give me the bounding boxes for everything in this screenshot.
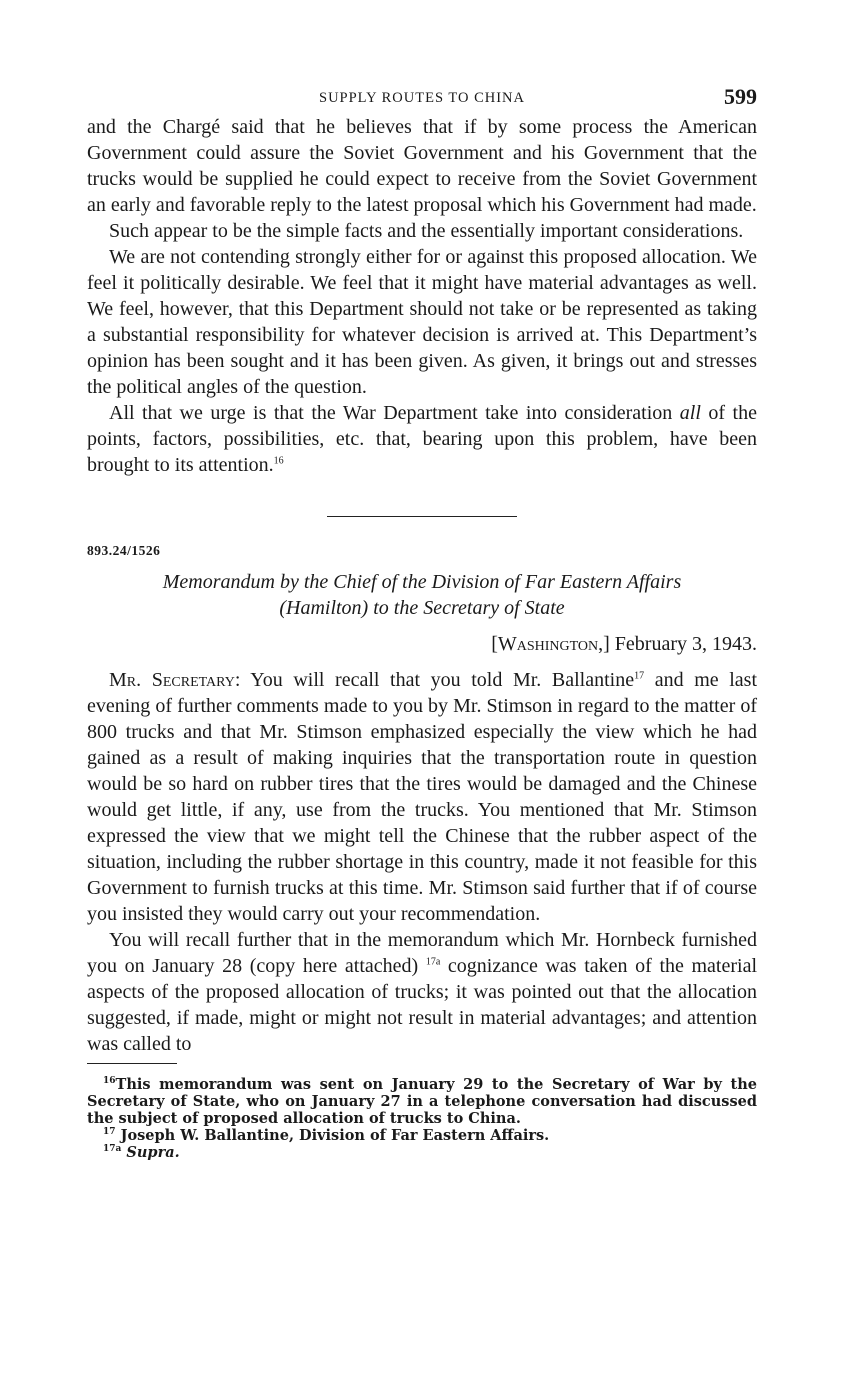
memorandum-title-line-2: (Hamilton) to the Secretary of State [279,597,565,619]
urge-text-end: of the points, factors, possibilities, etc. that, bearing upon this problem, have been brought to its attention. [87,402,757,476]
footnote-ref-17a: 17a [425,956,441,968]
footnote-divider [87,1063,177,1064]
footnote-17a-text: Supra. [126,1144,180,1161]
footnote-17-number: 17 [103,1127,116,1138]
file-number: 893.24/1526 [87,543,161,558]
footnote-16-text: This memorandum was sent on January 29 to the Secretary of War by the Secretary of State, who on January 27 in a telephone conversation had discussed the subject of proposed allocation of trucks to China. [87,1076,757,1127]
footnote-16 [87,1076,757,1127]
memo-paragraph-1 [87,667,757,927]
memo-p2-text-a: You will recall further that in the memorandum which Mr. Hornbeck furnished you on January 28 (copy here attached) [87,929,757,977]
memo-paragraph-2 [87,927,757,1057]
memo-p1-text-a: You will recall that you told Mr. Ballantine [250,669,635,691]
continued-paragraph: and the Chargé said that he believes that if by some process the American Government could assure the Soviet Government and his Government that the trucks would be supplied he could expect to receive from the Soviet Government an early and favorable reply to the latest proposal which his Government had made. [87,116,757,216]
footnote-17a-number: 17a [103,1144,122,1155]
paragraph-simple-facts: Such appear to be the simple facts and the essentially important considerations. [109,220,744,242]
dateline [87,631,757,657]
memo-p1-text-b: and me last evening of further comments made to you by Mr. Stimson in regard to the matter of 800 trucks and that Mr. Stimson emphasized especially the view which he had gained as a result of making inquiries that the transportation route in question would be so hard on rubber tires that the tires would be damaged and the Chinese would get little, if any, use from the trucks. You mentioned that Mr. Stimson expressed the view that we might tell the Chinese that the rubber aspect of the situation, including the rubber shortage in this country, made it not feasible for this Government to furnish trucks at this time. Mr. Stimson said further that if of course you insisted they would carry out your recommendation. [87,669,758,925]
memo-p2-text-b: cognizance was taken of the material aspects of the proposed allocation of trucks; it was pointed out that the allocation suggested, if made, might or might not result in material advantages; and attention was called to [87,955,758,1055]
footnote-17a [87,1144,757,1161]
paragraph-all-that-we-urge [87,400,757,478]
footnote-17 [87,1127,757,1144]
footnotes [87,1076,757,1161]
footnote-ref-17: 17 [634,670,645,682]
urge-italic-word: all [679,402,701,424]
running-head [87,84,757,114]
footnote-ref-16: 16 [273,455,284,467]
paragraph-not-contending: We are not contending strongly either for or against this proposed allocation. We feel it politically desirable. We feel that it might have material advantages as well. We feel, however, that this Department should not take or be represented as taking a substantial responsibility for whatever decision is arrived at. This Department’s opinion has been sought and it has been given. As given, it brings out and stresses the political angles of the question. [87,246,757,398]
memorandum-title-line-1: Memorandum by the Chief of the Division of Far Eastern Affairs [162,571,682,593]
salutation: Mr. Secretary: [109,669,241,691]
running-title: SUPPLY ROUTES TO CHINA [319,90,525,106]
footnote-16-number: 16 [103,1076,116,1087]
document-page [87,84,757,1161]
urge-text-start: All that we urge is that the War Department take into consideration [109,402,680,424]
section-divider [327,516,517,517]
memorandum-title [87,569,757,621]
page-number: 599 [724,84,757,109]
footnote-17-text: Joseph W. Ballantine, Division of Far Eastern Affairs. [120,1127,550,1144]
dateline-place: [Washington,] [491,633,610,655]
dateline-date: February 3, 1943. [614,633,757,655]
